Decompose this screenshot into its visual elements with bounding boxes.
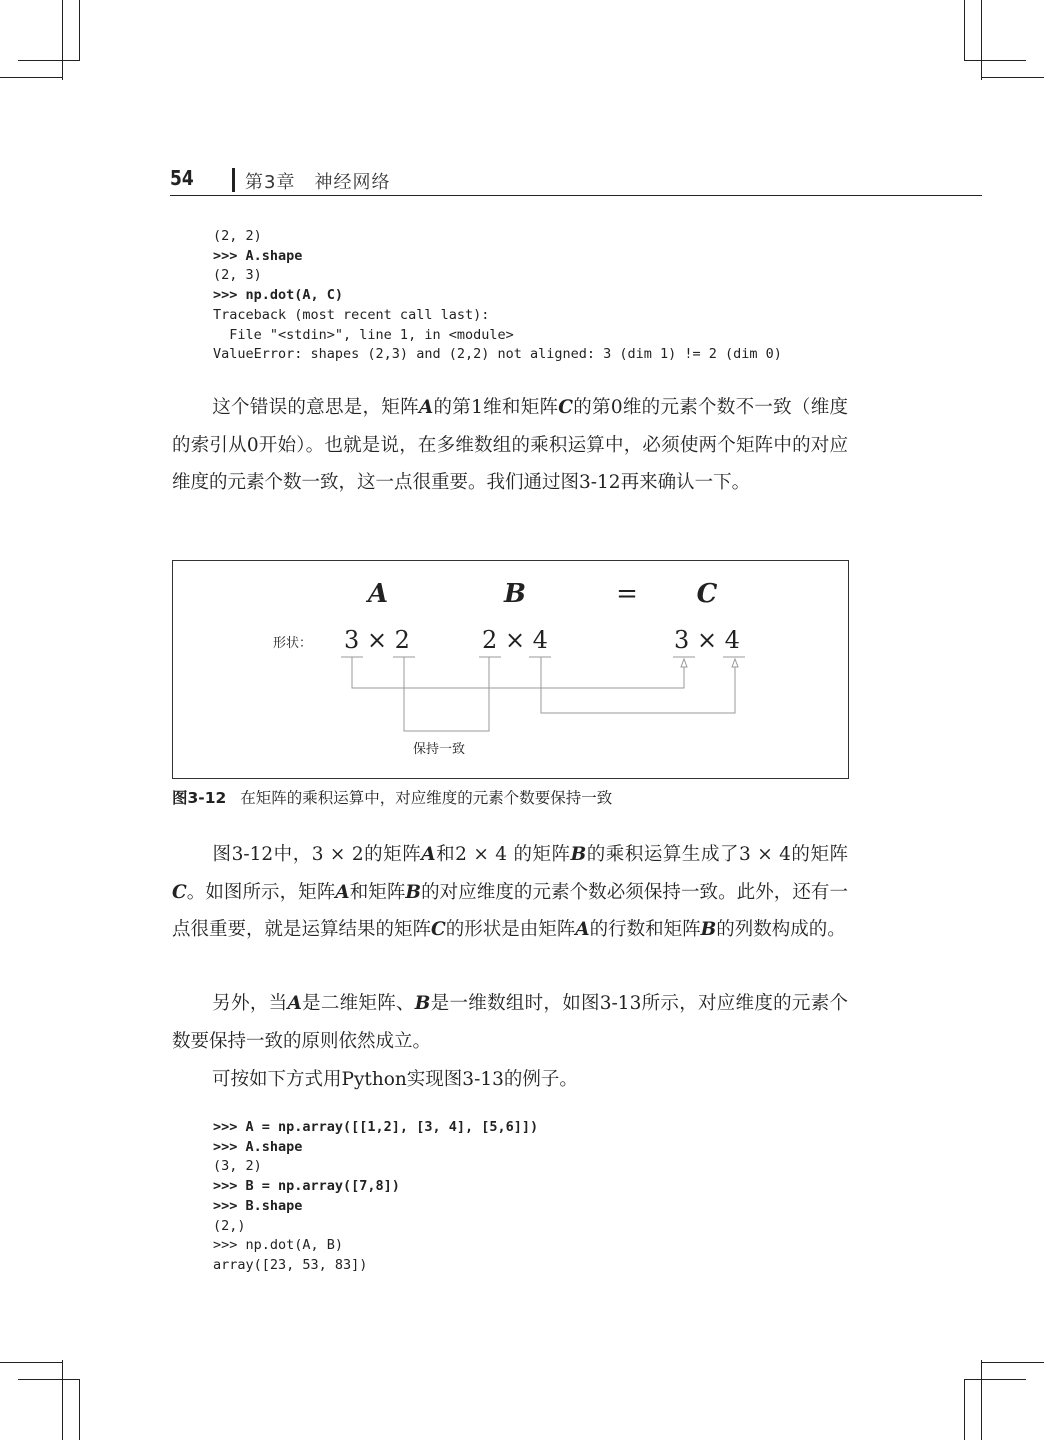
code-line: File "<stdin>", line 1, in <module>: [213, 326, 514, 343]
caption-text: 在矩阵的乘积运算中，对应维度的元素个数要保持一致: [240, 789, 613, 807]
paragraph-2: 图3-12中，3 × 2的矩阵A和2 × 4 的矩阵B的乘积运算生成了3 × 4的矩阵C。如图所示，矩阵A和矩阵B的对应维度的元素个数必须保持一致。此外，还有一点很重要，就是运算结果的矩阵C的形状是由矩阵A的行数和矩阵B的列数构成的。: [172, 844, 848, 940]
shape-A: 3 × 2: [344, 626, 410, 654]
header-divider-bar: [232, 168, 235, 192]
figure-label-A: A: [367, 579, 389, 609]
shape-label: 形状：: [273, 636, 313, 651]
code-line: >>> A.shape: [213, 1138, 303, 1155]
code-line: (2, 3): [213, 267, 262, 284]
code-line: (2,): [213, 1217, 246, 1234]
code-block-2: [213, 1118, 538, 1276]
code-line: Traceback (most recent call last):: [213, 306, 490, 323]
code-line: ValueError: shapes (2,3) and (2,2) not aligned: 3 (dim 1) != 2 (dim 0): [213, 346, 782, 363]
paragraph-3: 另外，当A是二维矩阵、B是一维数组时，如图3-13所示，对应维度的元素个数要保持一致的原则依然成立。: [172, 993, 848, 1052]
code-line: >>> A = np.array([[1,2], [3, 4], [5,6]]): [213, 1119, 539, 1135]
paragraph-4: 可按如下方式用Python实现图3-13的例子。: [212, 1069, 578, 1090]
code-line: array([23, 53, 83]): [213, 1256, 368, 1273]
figure-3-12: [172, 560, 849, 779]
figure-label-C: C: [696, 579, 718, 609]
figure-caption: [172, 786, 612, 808]
shape-B: 2 × 4: [482, 626, 548, 654]
code-line: >>> np.dot(A, B): [213, 1237, 344, 1254]
code-line: >>> B = np.array([7,8]): [213, 1178, 400, 1195]
code-line: >>> np.dot(A, C): [213, 287, 344, 304]
code-block-1: [213, 227, 782, 365]
code-line: >>> B.shape: [213, 1197, 303, 1214]
code-line: >>> A.shape: [213, 247, 303, 264]
match-label: 保持一致: [412, 742, 466, 757]
caption-number: 图3-12: [172, 789, 227, 807]
header-rule: [170, 195, 982, 196]
chapter-title: 第3章 神经网络: [245, 172, 391, 193]
figure-label-equals: =: [616, 579, 638, 609]
figure-label-B: B: [504, 579, 526, 609]
paragraph-1: 这个错误的意思是，矩阵A的第1维和矩阵C的第0维的元素个数不一致（维度的索引从0开始）。也就是说，在多维数组的乘积运算中，必须使两个矩阵中的对应维度的元素个数一致，这一点很重要。我们通过图3-12再来确认一下。: [172, 397, 848, 493]
code-line: (3, 2): [213, 1158, 262, 1175]
page-header: [170, 166, 982, 196]
code-line: (2, 2): [213, 228, 262, 244]
shape-C: 3 × 4: [674, 626, 740, 654]
page-number: 54: [170, 166, 194, 190]
